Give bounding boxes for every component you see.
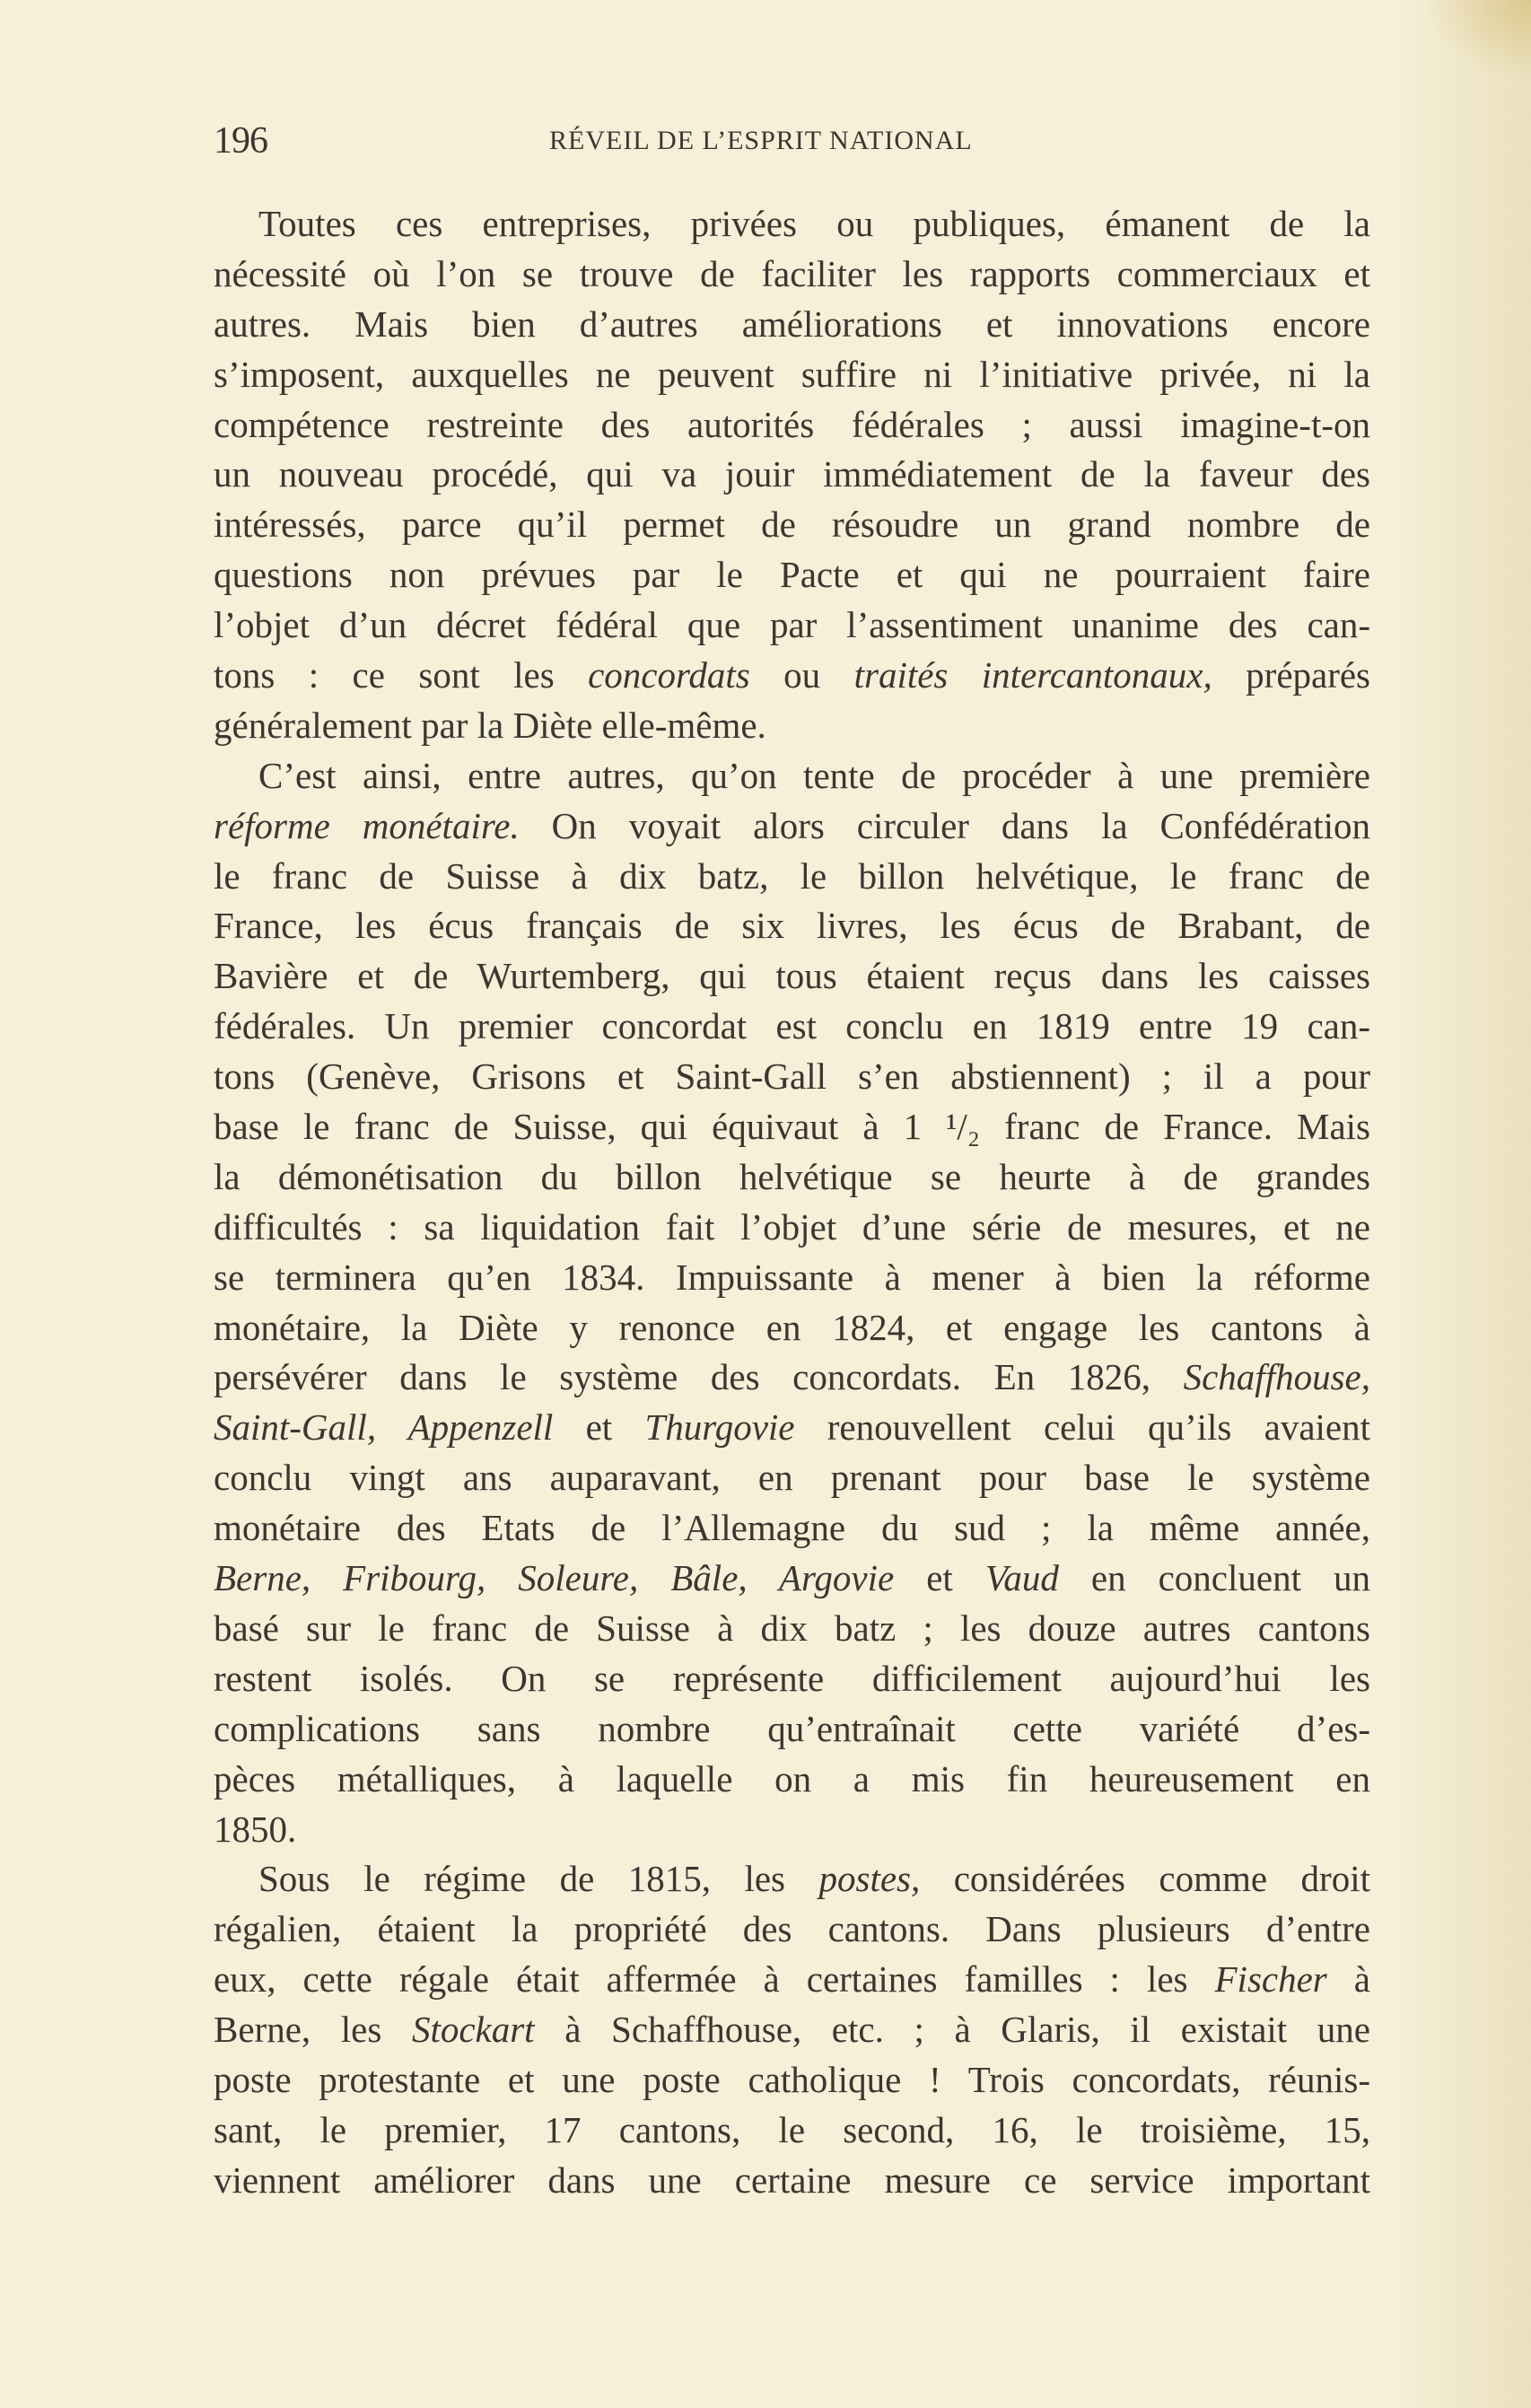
- text-line: [214, 1253, 1370, 1303]
- text-line: [214, 2156, 1370, 2206]
- text-segment: en concluent un: [1058, 1557, 1370, 1599]
- text-segment: poste protestante et une poste catholique ! Trois concordats, réunis-: [214, 2058, 1370, 2100]
- italic-text: Berne, Fribourg, Soleure, Bâle, Argovie: [214, 1557, 895, 1599]
- text-segment: monétaire des Etats de l’Allemagne du sud ; la même année,: [214, 1507, 1370, 1549]
- text-segment: le franc de Suisse à dix batz, le billon helvétique, le franc de: [214, 854, 1370, 897]
- text-segment: la démonétisation du billon helvétique se heurte à de grandes: [214, 1155, 1370, 1197]
- text-line: [214, 1203, 1370, 1253]
- text-line: [214, 2055, 1370, 2106]
- text-line: [214, 250, 1370, 300]
- text-segment: un nouveau procédé, qui va jouir immédiatement de la faveur des: [214, 453, 1370, 495]
- text-line: [214, 600, 1370, 651]
- text-line: [214, 199, 1370, 250]
- text-segment: On voyait alors circuler dans la Confédération: [519, 804, 1370, 846]
- text-segment: ou: [749, 654, 854, 696]
- text-segment: sant, le premier, 17 cantons, le second, 16, le troisième, 15,: [214, 2108, 1370, 2150]
- page-edge-shading: [1387, 0, 1531, 2408]
- text-segment: s’imposent, auxquelles ne peuvent suffire ni l’initiative privée, ni la: [214, 353, 1370, 395]
- text-segment: l’objet d’un décret fédéral que par l’assentiment unanime des can-: [214, 604, 1370, 646]
- text-segment: se terminera qu’en 1834. Impuissante à mener à bien la réforme: [214, 1256, 1370, 1298]
- text-line: [214, 350, 1370, 400]
- italic-text: Schaffhouse,: [1183, 1356, 1370, 1398]
- italic-text: traités intercantonaux,: [853, 654, 1212, 696]
- text-line: [214, 1002, 1370, 1052]
- text-segment: pèces métalliques, à laquelle on a mis fin heureusement en: [214, 1757, 1370, 1799]
- text-segment: complications sans nombre qu’entraînait cette variété d’es-: [214, 1707, 1370, 1749]
- text-segment: basé sur le franc de Suisse à dix batz ; les douze autres cantons: [214, 1607, 1370, 1649]
- text-segment: 1850.: [214, 1808, 297, 1850]
- text-line: [214, 1554, 1370, 1604]
- text-segment: préparés: [1212, 654, 1371, 696]
- text-segment: eux, cette régale était affermée à certaines familles : les: [214, 1958, 1215, 2001]
- text-line: [214, 300, 1370, 350]
- text-line: [214, 651, 1370, 701]
- text-segment: Sous le régime de 1815, les: [258, 1858, 819, 1900]
- text-segment: nécessité où l’on se trouve de faciliter les rapports commerciaux et: [214, 252, 1370, 294]
- text-segment: renouvellent celui qu’ils avaient: [794, 1406, 1370, 1449]
- text-line: [214, 1453, 1370, 1503]
- italic-text: postes,: [818, 1858, 921, 1900]
- text-line: [214, 1403, 1370, 1453]
- text-segment: base le franc de Suisse, qui équivaut à 1 ¹/₂ franc de France. Mais: [214, 1106, 1370, 1148]
- text-line: [214, 852, 1370, 902]
- text-segment: Berne, les: [214, 2009, 412, 2051]
- text-segment: viennent améliorer dans une certaine mesure ce service important: [214, 2158, 1370, 2201]
- text-line: [214, 1052, 1370, 1102]
- text-line: [214, 701, 1370, 751]
- italic-text: Vaud: [984, 1557, 1059, 1599]
- text-segment: tons : ce sont les: [214, 654, 589, 696]
- text-segment: généralement par la Diète elle-même.: [214, 704, 766, 746]
- text-line: [214, 1755, 1370, 1805]
- text-segment: restent isolés. On se représente difficilement aujourd’hui les: [214, 1657, 1370, 1699]
- text-segment: persévérer dans le système des concordats. En 1826,: [214, 1356, 1184, 1398]
- page-number: 196: [214, 120, 267, 162]
- text-segment: Toutes ces entreprises, privées ou publiques, émanent de la: [258, 203, 1370, 244]
- text-line: [214, 1303, 1370, 1353]
- text-segment: régalien, étaient la propriété des cantons. Dans plusieurs d’entre: [214, 1908, 1370, 1950]
- italic-text: Stockart: [411, 2009, 535, 2051]
- text-segment: monétaire, la Diète y renonce en 1824, et engage les cantons à: [214, 1306, 1370, 1348]
- text-segment: compétence restreinte des autorités fédérales ; aussi imagine-t-on: [214, 403, 1370, 445]
- text-segment: Bavière et de Wurtemberg, qui tous étaient reçus dans les caisses: [214, 955, 1370, 997]
- text-segment: autres. Mais bien d’autres améliorations et innovations encore: [214, 302, 1370, 345]
- text-line: [214, 1152, 1370, 1203]
- text-segment: tons (Genève, Grisons et Saint-Gall s’en abstiennent) ; il a pour: [214, 1055, 1370, 1098]
- text-line: [214, 1805, 1370, 1855]
- text-line: [214, 751, 1370, 801]
- text-segment: à: [1326, 1958, 1370, 2001]
- text-segment: difficultés : sa liquidation fait l’objet d’une série de mesures, et ne: [214, 1205, 1370, 1248]
- text-line: [214, 400, 1370, 451]
- text-line: [214, 450, 1370, 500]
- italic-text: concordats: [588, 654, 750, 696]
- text-line: [214, 901, 1370, 951]
- text-segment: conclu vingt ans auparavant, en prenant pour base le système: [214, 1457, 1370, 1499]
- text-line: [214, 1503, 1370, 1554]
- text-segment: fédérales. Un premier concordat est conclu en 1819 entre 19 can-: [214, 1005, 1370, 1047]
- italic-text: Fischer: [1214, 1958, 1327, 2001]
- text-line: [214, 1102, 1370, 1152]
- text-line: [214, 951, 1370, 1002]
- italic-text: Thurgovie: [644, 1406, 795, 1449]
- text-segment: C’est ainsi, entre autres, qu’on tente de procéder à une première: [258, 754, 1370, 796]
- text-line: [214, 1604, 1370, 1654]
- text-segment: France, les écus français de six livres, les écus de Brabant, de: [214, 905, 1370, 947]
- text-line: [214, 550, 1370, 600]
- italic-text: réforme monétaire.: [214, 804, 520, 846]
- text-segment: et: [553, 1406, 645, 1449]
- text-line: [214, 1905, 1370, 1955]
- text-segment: questions non prévues par le Pacte et qui ne pourraient faire: [214, 554, 1370, 596]
- text-line: [214, 1704, 1370, 1755]
- text-line: [214, 1654, 1370, 1704]
- text-segment: intéressés, parce qu’il permet de résoudre un grand nombre de: [214, 503, 1370, 546]
- text-segment: considérées comme droit: [920, 1858, 1370, 1900]
- text-segment: et: [894, 1557, 985, 1599]
- text-line: [214, 1854, 1370, 1905]
- page-corner-stain: [1423, 0, 1531, 81]
- text-line: [214, 2005, 1370, 2055]
- text-segment: à Schaffhouse, etc. ; à Glaris, il existait une: [534, 2009, 1370, 2051]
- text-line: [214, 500, 1370, 550]
- text-line: [214, 1955, 1370, 2005]
- body-text: [214, 199, 1370, 2206]
- text-line: [214, 1353, 1370, 1403]
- running-header: RÉVEIL DE L’ESPRIT NATIONAL: [549, 126, 973, 155]
- text-line: [214, 801, 1370, 852]
- text-line: [214, 2106, 1370, 2156]
- italic-text: Saint-Gall, Appenzell: [214, 1406, 554, 1449]
